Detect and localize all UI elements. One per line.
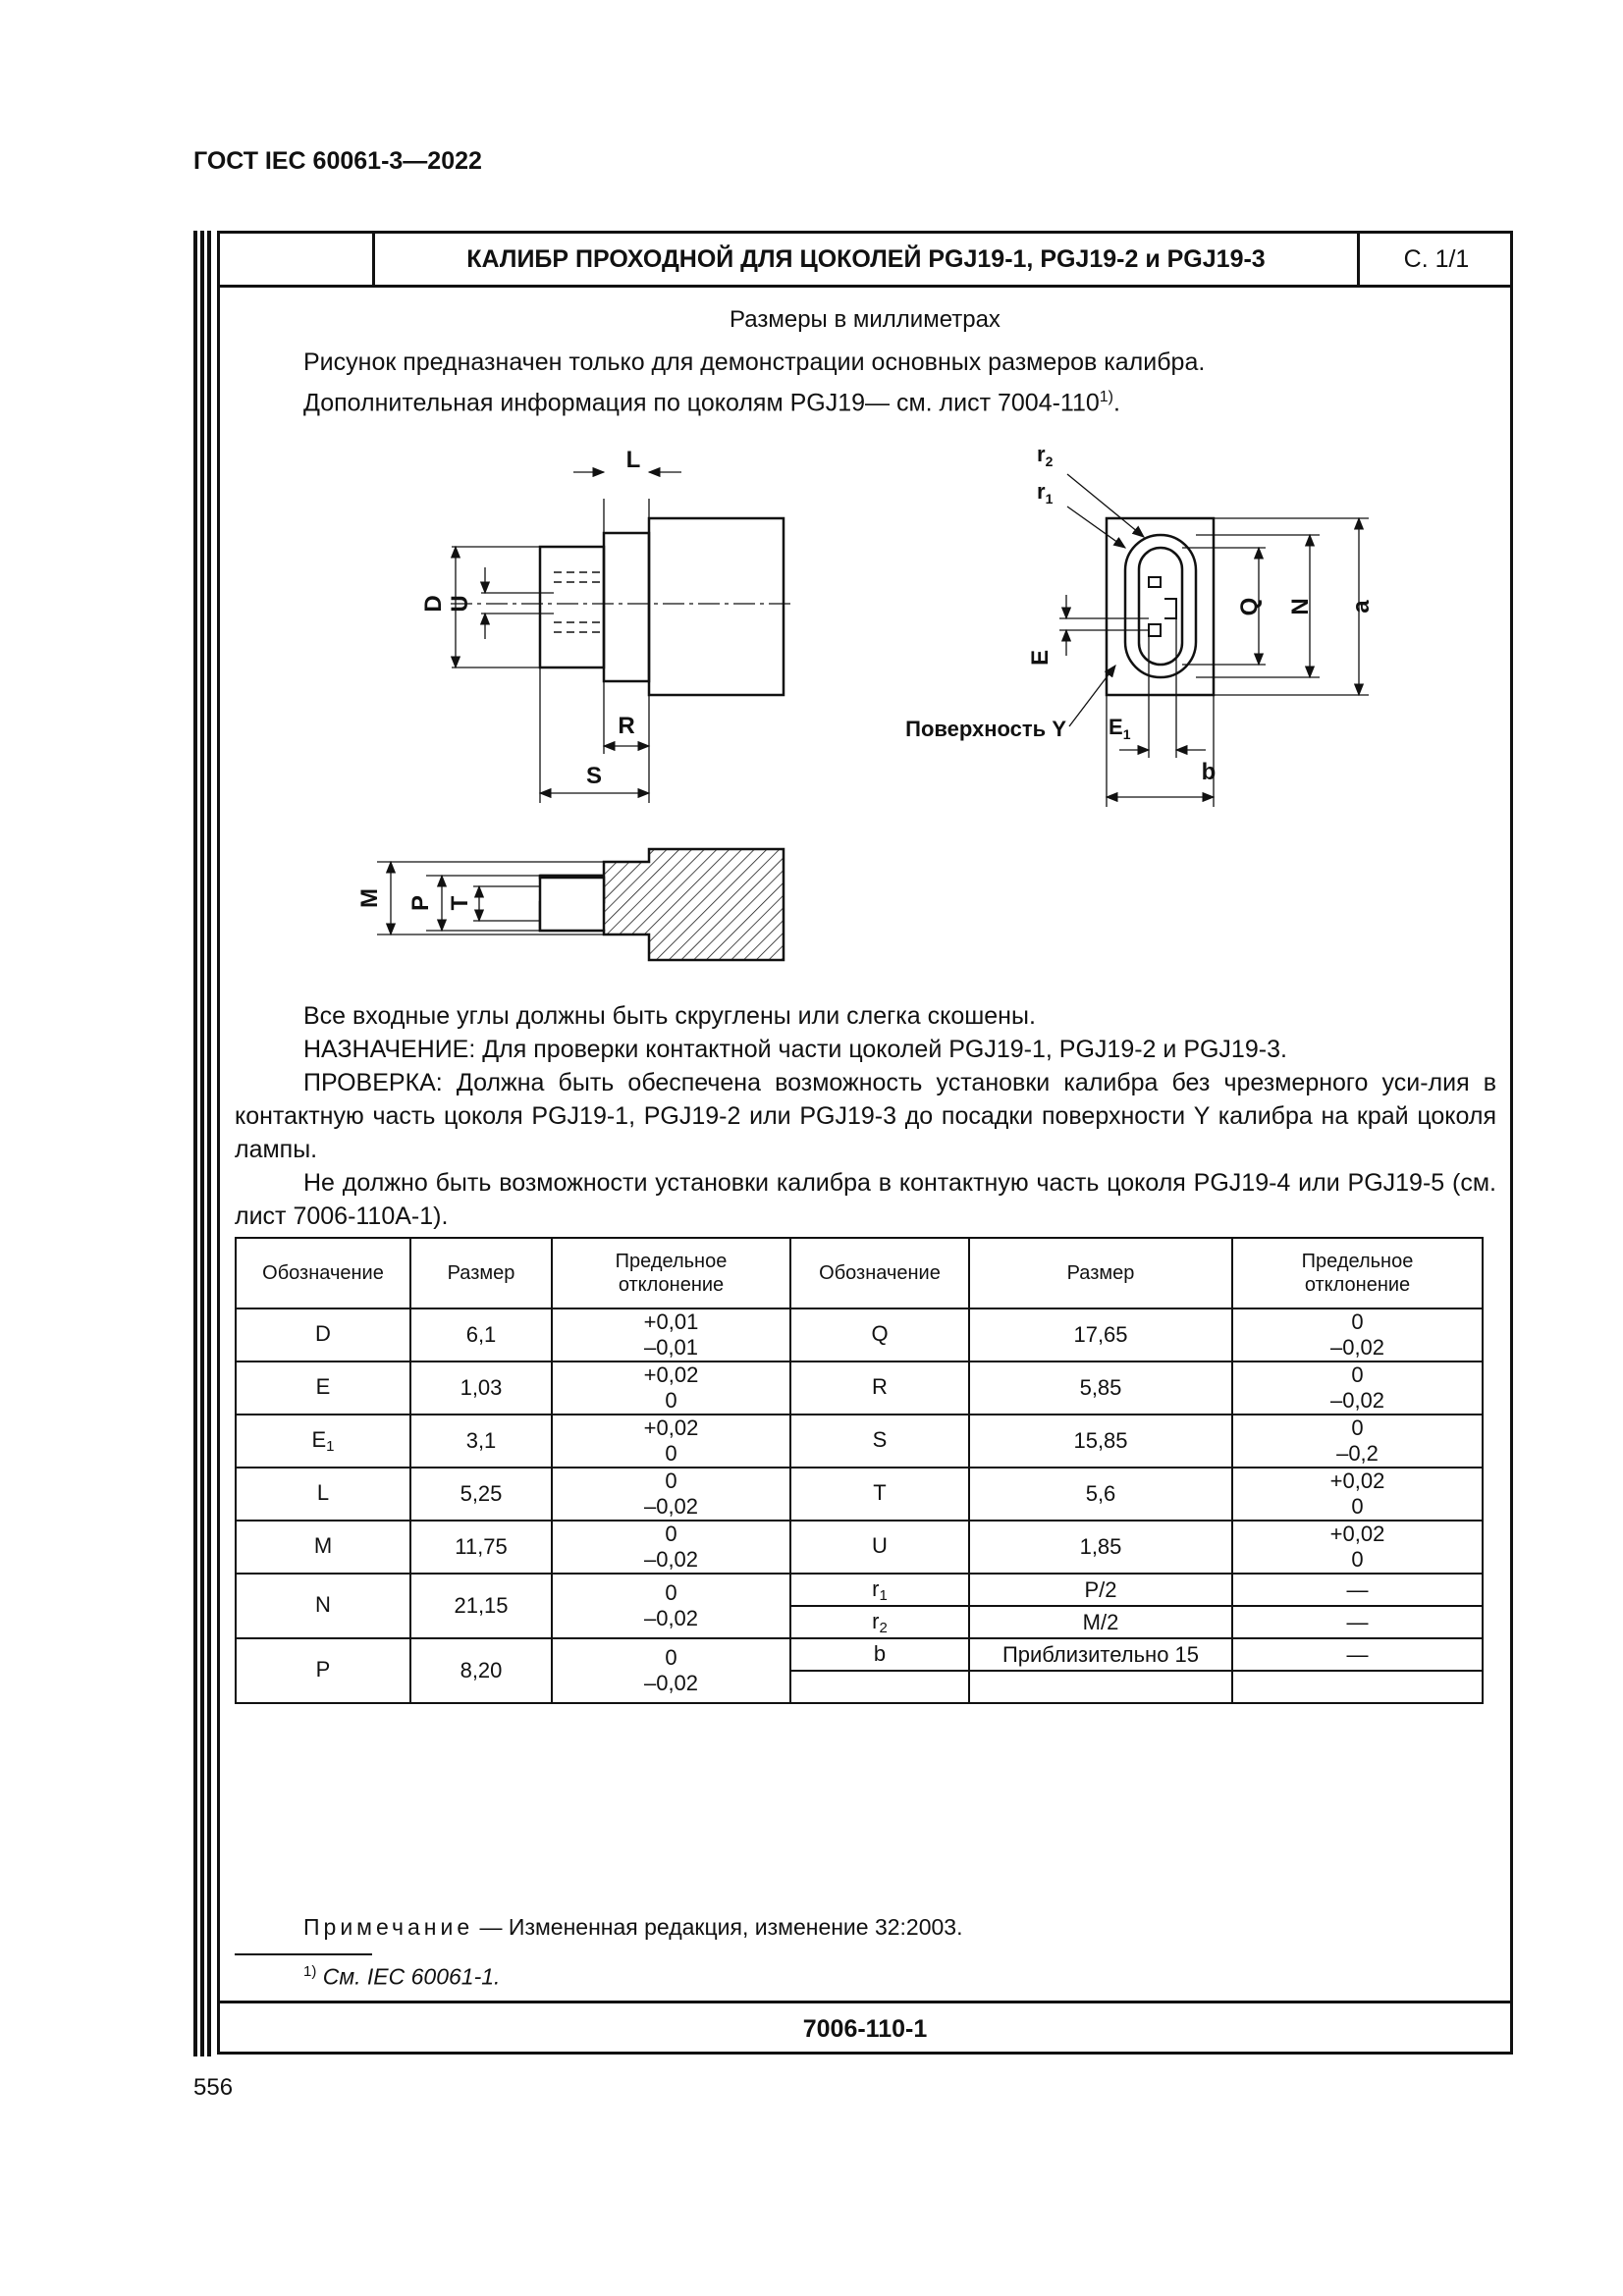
- paragraph-restriction: Не должно быть возможности установки калибра в контактную часть цоколя PGJ19-4 или PGJ19-5 (см. лист 7006-110A-1).: [235, 1169, 1496, 1230]
- units-caption: Размеры в миллиметрах: [730, 306, 1001, 333]
- table-row: [236, 1415, 1483, 1468]
- table-row: [236, 1521, 1483, 1574]
- cell-designation: S: [790, 1415, 969, 1468]
- cell-tolerance: +0,02 0: [1232, 1468, 1483, 1521]
- dim-label-N: N: [1287, 598, 1314, 615]
- table-row: [236, 1574, 1483, 1606]
- cell-tolerance: +0,02 0: [552, 1415, 790, 1468]
- margin-rule: [207, 231, 211, 2056]
- dim-label-Q: Q: [1236, 597, 1263, 616]
- cell-tolerance: 0 –0,02: [552, 1521, 790, 1574]
- cell-tolerance: 0 –0,2: [1232, 1415, 1483, 1468]
- column-header: Размер: [410, 1238, 552, 1308]
- sheet-frame: [217, 231, 1513, 2055]
- column-header: Обозначение: [236, 1238, 410, 1308]
- paragraph-check: ПРОВЕРКА: Должна быть обеспечена возможность установки калибра без чрезмерного уси-лия в контактную часть цоколя PGJ19-1, PGJ19-2 или PGJ19-3 до посадки поверхности Y калибра на край цоколя лампы.: [235, 1069, 1496, 1163]
- cell-size: 5,25: [410, 1468, 552, 1521]
- end-view: [1107, 518, 1214, 695]
- cell-size: 17,65: [969, 1308, 1232, 1362]
- note: Примечание — Измененная редакция, изменение 32:2003.: [303, 1914, 963, 1940]
- footnote-ref: 1): [1099, 389, 1114, 405]
- dim-label-r2: $r_2$: [1037, 442, 1054, 469]
- cell-size: 5,6: [969, 1468, 1232, 1521]
- cell-size: 8,20: [410, 1638, 552, 1703]
- dimensions-table: [235, 1237, 1484, 1704]
- column-header: Обозначение: [790, 1238, 969, 1308]
- sheet-code: 7006-110-1: [220, 2001, 1510, 2055]
- table-body: [236, 1308, 1483, 1703]
- dim-label-T: T: [447, 895, 473, 911]
- side-view-dimensions: [452, 472, 681, 803]
- cell-designation: E: [236, 1362, 410, 1415]
- cell-size: 11,75: [410, 1521, 552, 1574]
- intro-line-2: Дополнительная информация по цоколям PGJ19— см. лист 7004-110$^{1)}$.: [303, 389, 1120, 417]
- cell-size: Приблизительно 15: [969, 1638, 1232, 1671]
- cell-size: M/2: [969, 1606, 1232, 1638]
- cell-size: P/2: [969, 1574, 1232, 1606]
- dim-label-E1: $E_1$: [1109, 715, 1131, 742]
- cell-designation: M: [236, 1521, 410, 1574]
- cell-designation: N: [236, 1574, 410, 1638]
- gauge-drawing: [220, 234, 1510, 999]
- cell-designation: [790, 1671, 969, 1703]
- paragraph-purpose: НАЗНАЧЕНИЕ: Для проверки контактной части цоколей PGJ19-1, PGJ19-2 и PGJ19-3.: [303, 1036, 1287, 1063]
- cell-tolerance: —: [1232, 1606, 1483, 1638]
- dim-label-L: L: [625, 447, 641, 473]
- cell-designation: P: [236, 1638, 410, 1703]
- dim-label-M: M: [356, 888, 383, 908]
- footnote: $^{1)}$ См. IEC 60061-1.: [303, 1963, 501, 1990]
- cell-tolerance: 0 –0,02: [552, 1468, 790, 1521]
- cell-designation: T: [790, 1468, 969, 1521]
- cell-designation: U: [790, 1521, 969, 1574]
- paragraph-corners: Все входные углы должны быть скруглены или слегка скошены.: [303, 1002, 1036, 1030]
- body-text: [235, 999, 1496, 1233]
- cell-tolerance: 0 –0,02: [552, 1638, 790, 1703]
- cell-tolerance: —: [1232, 1574, 1483, 1606]
- cell-designation: Q: [790, 1308, 969, 1362]
- table-row: [236, 1362, 1483, 1415]
- cell-tolerance: [1232, 1671, 1483, 1703]
- footnote-rule: [235, 1953, 372, 1955]
- column-header: Предельное отклонение: [552, 1238, 790, 1308]
- table-row: [236, 1638, 1483, 1671]
- sheet-number: С. 1/1: [1357, 234, 1513, 285]
- standard-number: ГОСТ IEC 60061-3—2022: [193, 147, 482, 175]
- cell-size: 21,15: [410, 1574, 552, 1638]
- cell-designation: R: [790, 1362, 969, 1415]
- cell-size: 5,85: [969, 1362, 1232, 1415]
- dim-label-D: D: [420, 595, 447, 613]
- cell-designation: b: [790, 1638, 969, 1671]
- cell-tolerance: +0,02 0: [1232, 1521, 1483, 1574]
- cell-designation: D: [236, 1308, 410, 1362]
- dim-label-P: P: [407, 894, 434, 912]
- cell-tolerance: —: [1232, 1638, 1483, 1671]
- cell-size: 3,1: [410, 1415, 552, 1468]
- column-header: Размер: [969, 1238, 1232, 1308]
- cell-designation: $r_2$: [790, 1606, 969, 1638]
- cell-size: 15,85: [969, 1415, 1232, 1468]
- column-header: Предельное отклонение: [1232, 1238, 1483, 1308]
- dim-label-r1: $r_1$: [1037, 479, 1054, 507]
- table-row: [236, 1468, 1483, 1521]
- cell-size: [969, 1671, 1232, 1703]
- dim-label-a: a: [1348, 600, 1375, 614]
- dim-label-S: S: [585, 763, 603, 789]
- table-header-row: [236, 1238, 1483, 1308]
- section-view: [540, 849, 784, 960]
- cell-tolerance: +0,02 0: [552, 1362, 790, 1415]
- cell-size: 1,85: [969, 1521, 1232, 1574]
- surface-y-label: Поверхность Y: [905, 717, 1066, 741]
- cell-size: 1,03: [410, 1362, 552, 1415]
- intro-line-1: Рисунок предназначен только для демонстрации основных размеров калибра.: [303, 348, 1206, 376]
- table-row: [236, 1308, 1483, 1362]
- side-view: [451, 518, 794, 695]
- cell-designation: $E_1$: [236, 1415, 410, 1468]
- cell-tolerance: 0 –0,02: [1232, 1308, 1483, 1362]
- sheet-title: КАЛИБР ПРОХОДНОЙ ДЛЯ ЦОКОЛЕЙ PGJ19-1, PGJ19-2 и PGJ19-3: [466, 245, 1266, 273]
- cell-tolerance: +0,01 –0,01: [552, 1308, 790, 1362]
- cell-tolerance: 0 –0,02: [552, 1574, 790, 1638]
- dim-label-U: U: [447, 595, 473, 613]
- dim-label-b: b: [1201, 759, 1217, 785]
- page-number: 556: [193, 2074, 234, 2101]
- cell-designation: $r_1$: [790, 1574, 969, 1606]
- cell-designation: L: [236, 1468, 410, 1521]
- cell-tolerance: 0 –0,02: [1232, 1362, 1483, 1415]
- dim-label-E: E: [1027, 649, 1054, 667]
- cell-size: 6,1: [410, 1308, 552, 1362]
- margin-rule: [200, 231, 204, 2056]
- dim-label-R: R: [618, 713, 635, 739]
- margin-rule: [193, 231, 197, 2056]
